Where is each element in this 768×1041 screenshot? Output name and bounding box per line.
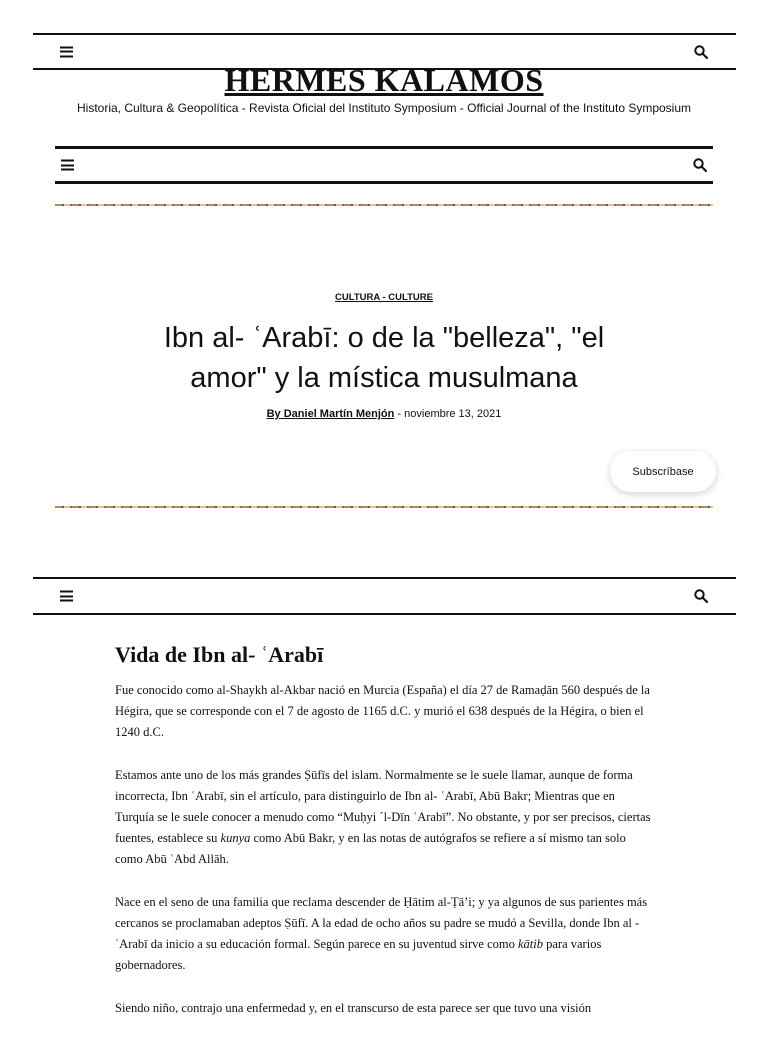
- paragraph: Estamos ante uno de los más grandes Ṣūfīs del islam. Normalmente se le suele llamar, aunque de forma incorrecta, Ibn ʿArabī, sin el artículo, para distinguirlo de Ibn al- ʿArabī, Abū Bakr; Mientras que en Turquía se le suele conocer a menudo como “Muḥyi ´l-Dīn ʿArabī”. No obstante, y por ser precisos, ciertas fuentes, establece su kunya como Abū Bakr, y en las notas de autógrafos se refiere a sí mismo tan solo como Abū ʿAbd Allāh.: [115, 768, 651, 866]
- section-heading: Vida de Ibn al- ʿArabī: [115, 642, 324, 667]
- hamburger-menu-icon[interactable]: [60, 46, 73, 57]
- site-tagline: Historia, Cultura & Geopolítica - Revista Oficial del Instituto Symposium - Official Journal of the Instituto Symposium: [76, 101, 692, 115]
- paragraph: Nace en el seno de una familia que reclama descender de Ḥātim al-Ṭāʼi; y ya algunos de sus parientes más cercanos se proclamaban adeptos Ṣūfī. A la edad de ocho años su padre se mudó a Sevilla, donde Ibn al - ʿArabī da inicio a su educación formal. Según parece en su juventud sirve como kātib para varios gobernadores.: [115, 895, 648, 972]
- sticky-nav-bar: [33, 577, 736, 615]
- category-link[interactable]: CULTURA - CULTURE: [335, 292, 433, 303]
- decorative-divider: [55, 506, 713, 508]
- article-body: [115, 640, 655, 1041]
- katib-term: kātib: [518, 937, 543, 951]
- author-name: Daniel Martín Menjón: [283, 408, 395, 420]
- main-nav-bar: [55, 146, 713, 184]
- byline-prefix: By: [266, 408, 281, 420]
- date-separator: -: [394, 408, 405, 420]
- hamburger-menu-icon[interactable]: [60, 591, 73, 602]
- author-link[interactable]: [267, 408, 395, 420]
- post-byline: [0, 408, 768, 420]
- site-title-link[interactable]: HERMES KALAMOS: [224, 62, 544, 96]
- paragraph: Fue conocido como al-Shaykh al-Akbar nació en Murcia (España) el día 27 de Ramaḍān 560 después de la Hégira, que se corresponde con el 7 de agosto de 1165 d.C. y murió el 638 después de la Hégira, o bien el 1240 d.C.: [115, 683, 650, 739]
- kunya-term: kunya: [220, 831, 251, 845]
- hamburger-menu-icon[interactable]: [61, 160, 74, 171]
- post-title: Ibn al- ʿArabī: o de la "belleza", "el amor" y la mística musulmana: [163, 322, 605, 394]
- paragraph: Siendo niño, contrajo una enfermedad y, en el transcurso de esta parece ser que tuvo una visión: [115, 1001, 592, 1015]
- post-category: [0, 292, 768, 303]
- subscribe-button[interactable]: Subscríbase: [610, 451, 716, 492]
- search-icon[interactable]: [693, 158, 707, 172]
- post-date: noviembre 13, 2021: [404, 408, 502, 420]
- search-icon[interactable]: [694, 589, 708, 603]
- site-title: [0, 62, 768, 96]
- decorative-divider: [55, 204, 713, 206]
- search-icon[interactable]: [694, 45, 708, 59]
